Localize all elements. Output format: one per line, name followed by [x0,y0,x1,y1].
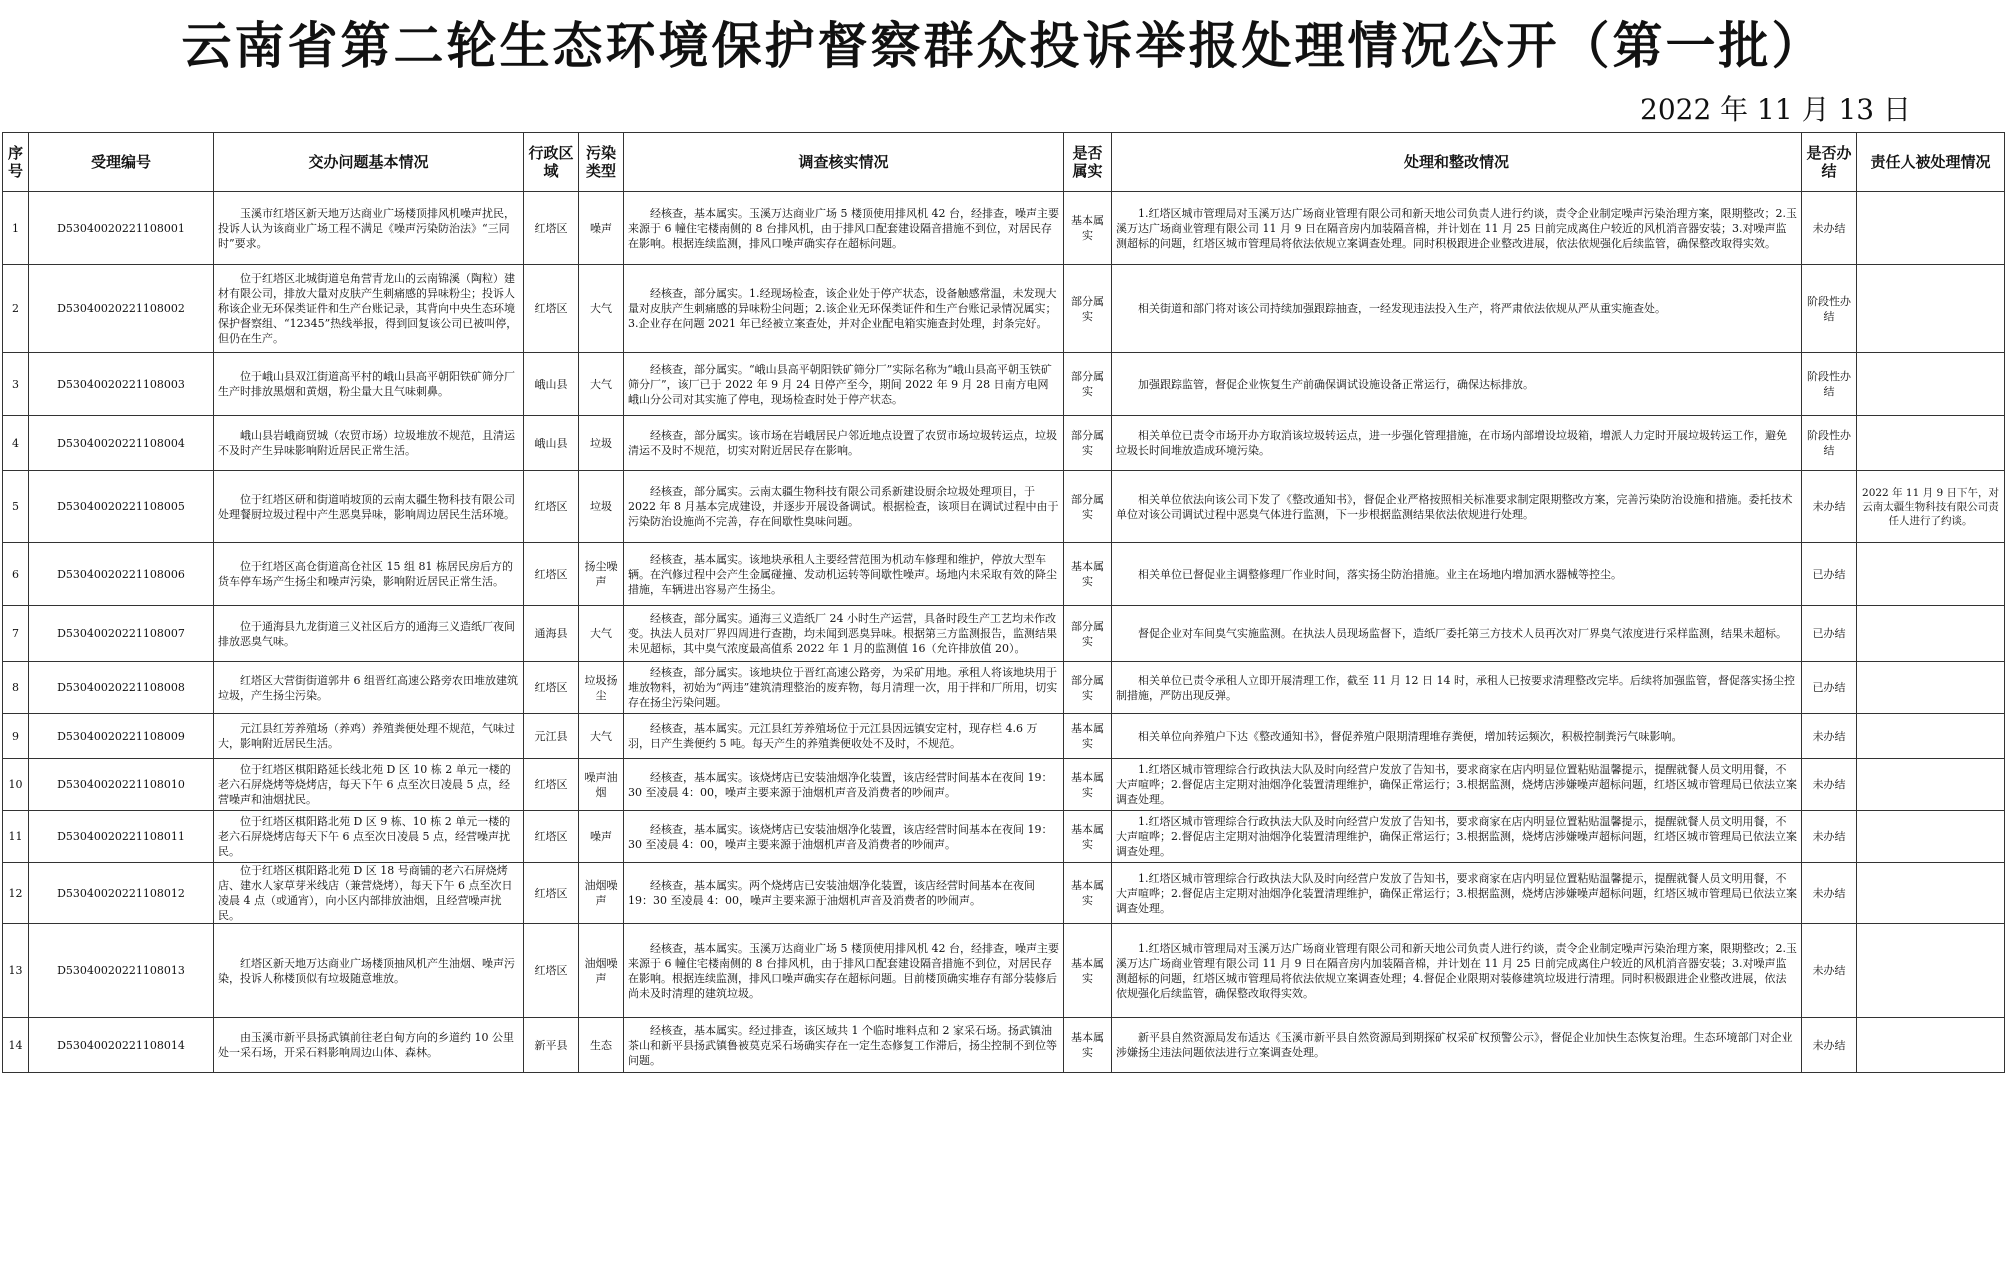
cell-id: D53040020221108001 [29,192,214,265]
table-row [3,416,2005,471]
cell-person [1857,416,2005,471]
cell-issue: 红塔区大营街街道郭井 6 组晋红高速公路旁农田堆放建筑垃圾，产生扬尘污染。 [214,662,524,714]
cell-no: 11 [3,811,29,863]
cell-area: 新平县 [524,1018,579,1073]
cell-investigation: 经核查，基本属实。元江县红芳养殖场位于元江县因远镇安定村，现存栏 4.6 万羽，日产生粪便约 5 吨。每天产生的养殖粪便收处不及时，不规范。 [624,714,1064,759]
cell-done: 未办结 [1802,192,1857,265]
cell-investigation: 经核查，基本属实。经过排查，该区域共 1 个临时堆料点和 2 家采石场。扬武镇油茶山和新平县扬武镇鲁被莫克采石场确实存在一定生态修复工作滞后，扬尘控制不到位等问题。 [624,1018,1064,1073]
table-row [3,662,2005,714]
cell-issue: 位于红塔区研和街道哨坡顶的云南太疆生物科技有限公司处理餐厨垃圾过程中产生恶臭异味，影响周边居民生活环境。 [214,471,524,543]
header-handling: 处理和整改情况 [1112,133,1802,192]
cell-person [1857,863,2005,924]
table-row [3,265,2005,353]
header-investigation: 调查核实情况 [624,133,1064,192]
table-row [3,353,2005,416]
cell-person [1857,606,2005,662]
cell-person [1857,1018,2005,1073]
cell-person [1857,759,2005,811]
table-row [3,192,2005,265]
cell-type: 大气 [579,714,624,759]
cell-type: 垃圾扬尘 [579,662,624,714]
cell-investigation: 经核查，部分属实。“峨山县高平朝阳铁矿筛分厂”实际名称为“峨山县高平朝玉铁矿筛分厂”，该厂已于 2022 年 9 月 24 日停产至今，期间 2022 年 9 月 28 日南方电网峨山分公司对其实施了停电，现场检查时处于停产状态。 [624,353,1064,416]
cell-area: 红塔区 [524,924,579,1018]
cell-verified: 部分属实 [1064,606,1112,662]
cell-handling: 督促企业对车间臭气实施监测。在执法人员现场监督下，造纸厂委托第三方技术人员再次对厂界臭气浓度进行采样监测，结果未超标。 [1112,606,1802,662]
cell-area: 峨山县 [524,416,579,471]
cell-type: 扬尘噪声 [579,543,624,606]
cell-handling: 相关单位已督促业主调整修理厂作业时间，落实扬尘防治措施。业主在场地内增加洒水器械等控尘。 [1112,543,1802,606]
table-row [3,863,2005,924]
cell-done: 未办结 [1802,759,1857,811]
cell-id: D53040020221108004 [29,416,214,471]
cell-no: 4 [3,416,29,471]
cell-no: 6 [3,543,29,606]
cell-issue: 玉溪市红塔区新天地万达商业广场楼顶排风机噪声扰民，投诉人认为该商业广场工程不满足《噪声污染防治法》“三同时”要求。 [214,192,524,265]
cell-area: 红塔区 [524,543,579,606]
cell-investigation: 经核查，部分属实。该地块位于晋红高速公路旁，为采矿用地。承租人将该地块用于堆放物料，初始为“两违”建筑清理整治的废弃物，每月清理一次，用于拌和厂所用，切实存在扬尘污染问题。 [624,662,1064,714]
cell-type: 噪声油烟 [579,759,624,811]
cell-verified: 基本属实 [1064,759,1112,811]
cell-verified: 基本属实 [1064,1018,1112,1073]
cell-type: 大气 [579,353,624,416]
cell-area: 元江县 [524,714,579,759]
header-person: 责任人被处理情况 [1857,133,2005,192]
cell-issue: 元江县红芳养殖场（养鸡）养殖粪便处理不规范，气味过大，影响附近居民生活。 [214,714,524,759]
cell-handling: 相关单位向养殖户下达《整改通知书》，督促养殖户限期清理堆存粪便，增加转运频次，积极控制粪污气味影响。 [1112,714,1802,759]
cell-done: 未办结 [1802,471,1857,543]
cell-investigation: 经核查，基本属实。两个烧烤店已安装油烟净化装置，该店经营时间基本在夜间 19：30 至凌晨 4：00，噪声主要来源于油烟机声音及消费者的吵闹声。 [624,863,1064,924]
cell-issue: 位于通海县九龙街道三义社区后方的通海三义造纸厂夜间排放恶臭气味。 [214,606,524,662]
cell-handling: 相关单位依法向该公司下发了《整改通知书》，督促企业严格按照相关标准要求制定限期整改方案，完善污染防治设施和措施。委托技术单位对该公司调试过程中恶臭气体进行监测，下一步根据监测结果依法依规进行处理。 [1112,471,1802,543]
cell-id: D53040020221108006 [29,543,214,606]
cell-type: 油烟噪声 [579,924,624,1018]
header-area: 行政区域 [524,133,579,192]
cell-person [1857,543,2005,606]
cell-issue: 位于红塔区棋阳路延长线北苑 D 区 10 栋 2 单元一楼的老六石屏烧烤等烧烤店，每天下午 6 点至次日凌晨 5 点，经营噪声和油烟扰民。 [214,759,524,811]
cell-id: D53040020221108011 [29,811,214,863]
cell-investigation: 经核查，部分属实。该市场在岩峨居民户邻近地点设置了农贸市场垃圾转运点，垃圾清运不及时不规范，切实对附近居民存在影响。 [624,416,1064,471]
cell-investigation: 经核查，基本属实。该烧烤店已安装油烟净化装置，该店经营时间基本在夜间 19：30 至凌晨 4：00，噪声主要来源于油烟机声音及消费者的吵闹声。 [624,759,1064,811]
cell-issue: 由玉溪市新平县扬武镇前往老白甸方向的乡道约 10 公里处一采石场，开采石料影响周边山体、森林。 [214,1018,524,1073]
table-row [3,606,2005,662]
cell-handling: 1.红塔区城市管理局对玉溪万达广场商业管理有限公司和新天地公司负责人进行约谈，责令企业制定噪声污染治理方案，限期整改；2.玉溪万达广场商业管理有限公司 11 月 9 日在隔音房内加装隔音棉，并计划在 11 月 25 日前完成离住户较近的风机消音器安装；3.对噪声监测超标的问题，红塔区城市管理局将依法依规立案调查处理；4.督促企业限期对装修建筑垃圾进行清理。同时积极跟进企业整改进展，依法依规强化后续监管，确保整改取得实效。 [1112,924,1802,1018]
cell-done: 阶段性办结 [1802,265,1857,353]
cell-id: D53040020221108013 [29,924,214,1018]
cell-no: 9 [3,714,29,759]
cell-no: 7 [3,606,29,662]
cell-no: 10 [3,759,29,811]
cell-person [1857,924,2005,1018]
cell-done: 未办结 [1802,714,1857,759]
cell-handling: 1.红塔区城市管理综合行政执法大队及时向经营户发放了告知书，要求商家在店内明显位置粘贴温馨提示，提醒就餐人员文明用餐，不大声喧哗；2.督促店主定期对油烟净化装置清理维护，确保正常运行；3.根据监测，烧烤店涉嫌噪声超标问题，红塔区城市管理局已依法立案调查处理。 [1112,759,1802,811]
table-body [3,192,2005,1073]
cell-no: 12 [3,863,29,924]
cell-type: 垃圾 [579,416,624,471]
header-true: 是否属实 [1064,133,1112,192]
cell-verified: 基本属实 [1064,192,1112,265]
cell-done: 阶段性办结 [1802,416,1857,471]
cell-id: D53040020221108003 [29,353,214,416]
cell-no: 13 [3,924,29,1018]
table-row [3,811,2005,863]
cell-issue: 位于红塔区高仓街道高仓社区 15 组 81 栋居民房后方的货车停车场产生扬尘和噪声污染，影响附近居民正常生活。 [214,543,524,606]
cell-id: D53040020221108002 [29,265,214,353]
cell-type: 生态 [579,1018,624,1073]
table-row [3,471,2005,543]
cell-person [1857,353,2005,416]
table-row [3,1018,2005,1073]
cell-area: 红塔区 [524,759,579,811]
cell-type: 油烟噪声 [579,863,624,924]
cell-verified: 基本属实 [1064,811,1112,863]
cell-done: 未办结 [1802,1018,1857,1073]
cell-issue: 位于峨山县双江街道高平村的峨山县高平朝阳铁矿筛分厂生产时排放黑烟和黄烟，粉尘量大且气味刺鼻。 [214,353,524,416]
cell-investigation: 经核查，部分属实。云南太疆生物科技有限公司系新建设厨余垃圾处理项目，于 2022 年 8 月基本完成建设，并逐步开展设备调试。根据检查，该项目在调试过程中由于污染防治设施尚不完善，存在间歇性臭味问题。 [624,471,1064,543]
cell-done: 未办结 [1802,811,1857,863]
cell-handling: 加强跟踪监管，督促企业恢复生产前确保调试设施设备正常运行，确保达标排放。 [1112,353,1802,416]
cell-person [1857,265,2005,353]
header-type: 污染类型 [579,133,624,192]
cell-done: 阶段性办结 [1802,353,1857,416]
cell-no: 2 [3,265,29,353]
cell-type: 噪声 [579,192,624,265]
cell-id: D53040020221108012 [29,863,214,924]
cell-investigation: 经核查，基本属实。玉溪万达商业广场 5 楼顶使用排风机 42 台，经排查，噪声主要来源于 6 幢住宅楼南侧的 8 台排风机，由于排风口配套建设隔音措施不到位，对居民存在影响。根据连续监测，排风口噪声确实存在超标问题。 [624,192,1064,265]
cell-handling: 1.红塔区城市管理综合行政执法大队及时向经营户发放了告知书，要求商家在店内明显位置粘贴温馨提示，提醒就餐人员文明用餐，不大声喧哗；2.督促店主定期对油烟净化装置清理维护，确保正常运行；3.根据监测，烧烤店涉嫌噪声超标问题，红塔区城市管理局已依法立案调查处理。 [1112,811,1802,863]
cell-person [1857,714,2005,759]
header-issue: 交办问题基本情况 [214,133,524,192]
cell-investigation: 经核查，基本属实。该烧烤店已安装油烟净化装置，该店经营时间基本在夜间 19：30 至凌晨 4：00，噪声主要来源于油烟机声音及消费者的吵闹声。 [624,811,1064,863]
cell-no: 5 [3,471,29,543]
cell-id: D53040020221108008 [29,662,214,714]
cell-id: D53040020221108010 [29,759,214,811]
cell-area: 红塔区 [524,192,579,265]
header-done: 是否办结 [1802,133,1857,192]
cell-done: 未办结 [1802,924,1857,1018]
cell-type: 噪声 [579,811,624,863]
cell-type: 大气 [579,606,624,662]
cell-done: 已办结 [1802,662,1857,714]
cell-handling: 1.红塔区城市管理局对玉溪万达广场商业管理有限公司和新天地公司负责人进行约谈，责令企业制定噪声污染治理方案，限期整改；2.玉溪万达广场商业管理有限公司 11 月 9 日在隔音房内加装隔音棉，并计划在 11 月 25 日前完成离住户较近的风机消音器安装；3.对噪声监测超标的问题，红塔区城市管理局将依法依规立案调查处理。同时积极跟进企业整改进展，依法依规强化后续监管，确保整改取得实效。 [1112,192,1802,265]
cell-investigation: 经核查，基本属实。玉溪万达商业广场 5 楼顶使用排风机 42 台，经排查，噪声主要来源于 6 幢住宅楼南侧的 8 台排风机，由于排风口配套建设隔音措施不到位，对居民存在影响。根据连续监测，排风口噪声确实存在超标问题。目前楼顶确实堆存有部分装修后尚未及时清理的建筑垃圾。 [624,924,1064,1018]
cell-id: D53040020221108007 [29,606,214,662]
header-no: 序号 [3,133,29,192]
cell-done: 已办结 [1802,543,1857,606]
table-row [3,924,2005,1018]
cell-area: 红塔区 [524,471,579,543]
table-row [3,759,2005,811]
cell-issue: 红塔区新天地万达商业广场楼顶抽风机产生油烟、噪声污染，投诉人称楼顶似有垃圾随意堆放。 [214,924,524,1018]
page-title: 云南省第二轮生态环境保护督察群众投诉举报处理情况公开（第一批） [181,17,1825,75]
cell-issue: 位于红塔区棋阳路北苑 D 区 18 号商铺的老六石屏烧烤店、建水人家草芽米线店（兼营烧烤），每天下午 6 点至次日凌晨 4 点（或通宵），向小区内部排放油烟，且经营噪声扰民。 [214,863,524,924]
cell-verified: 基本属实 [1064,714,1112,759]
cell-verified: 基本属实 [1064,924,1112,1018]
cell-id: D53040020221108014 [29,1018,214,1073]
cell-verified: 部分属实 [1064,662,1112,714]
cell-type: 大气 [579,265,624,353]
cell-verified: 部分属实 [1064,416,1112,471]
cell-investigation: 经核查，部分属实。1.经现场检查，该企业处于停产状态，设备触感常温，未发现大量对皮肤产生刺痛感的异味粉尘问题；2.该企业无环保类证件和生产台账记录情况属实；3.企业存在问题 2021 年已经被立案查处，并对企业配电箱实施查封处理，封条完好。 [624,265,1064,353]
cell-done: 已办结 [1802,606,1857,662]
cell-id: D53040020221108009 [29,714,214,759]
cell-handling: 相关单位已责令承租人立即开展清理工作，截至 11 月 12 日 14 时，承租人已按要求清理整改完毕。后续将加强监管，督促落实扬尘控制措施，严防出现反弹。 [1112,662,1802,714]
cell-issue: 位于红塔区棋阳路北苑 D 区 9 栋、10 栋 2 单元一楼的老六石屏烧烤店每天下午 6 点至次日凌晨 5 点，经营噪声扰民。 [214,811,524,863]
cell-investigation: 经核查，基本属实。该地块承租人主要经营范围为机动车修理和维护，停放大型车辆。在汽修过程中会产生金属碰撞、发动机运转等间歇性噪声。场地内未采取有效的降尘措施，车辆进出容易产生扬尘。 [624,543,1064,606]
cell-issue: 位于红塔区北城街道皂角营青龙山的云南锦溪（陶粒）建材有限公司，排放大量对皮肤产生刺痛感的异味粉尘；投诉人称该企业无环保类证件和生产台账记录，其背向中央生态环境保护督察组、“12345”热线举报，得到回复该公司已被叫停，但仍在生产。 [214,265,524,353]
cell-investigation: 经核查，部分属实。通海三义造纸厂 24 小时生产运营，具备时段生产工艺均未作改变。执法人员对厂界四周进行查勘，均未闻到恶臭异味。根据第三方监测报告，监测结果未见超标，其中臭气浓度最高值系 2022 年 1 月的监测值 16（允许排放值 20）。 [624,606,1064,662]
cell-handling: 相关单位已责令市场开办方取消该垃圾转运点，进一步强化管理措施，在市场内部增设垃圾箱，增派人力定时开展垃圾转运工作，避免垃圾长时间堆放造成环境污染。 [1112,416,1802,471]
complaints-table [2,132,2005,1073]
cell-no: 1 [3,192,29,265]
cell-person [1857,192,2005,265]
cell-handling: 1.红塔区城市管理综合行政执法大队及时向经营户发放了告知书，要求商家在店内明显位置粘贴温馨提示，提醒就餐人员文明用餐，不大声喧哗；2.督促店主定期对油烟净化装置清理维护，确保正常运行；3.根据监测，烧烤店涉嫌噪声超标问题，红塔区城市管理局已依法立案调查处理。 [1112,863,1802,924]
cell-handling: 相关街道和部门将对该公司持续加强跟踪抽查，一经发现违法投入生产，将严肃依法依规从严从重实施查处。 [1112,265,1802,353]
cell-no: 8 [3,662,29,714]
cell-verified: 部分属实 [1064,471,1112,543]
cell-verified: 基本属实 [1064,863,1112,924]
cell-handling: 新平县自然资源局发布适达《玉溪市新平县自然资源局到期探矿权采矿权预警公示》，督促企业加快生态恢复治理。生态环境部门对企业涉嫌扬尘违法问题依法进行立案调查处理。 [1112,1018,1802,1073]
cell-area: 红塔区 [524,811,579,863]
cell-area: 红塔区 [524,265,579,353]
cell-verified: 基本属实 [1064,543,1112,606]
cell-person [1857,662,2005,714]
cell-area: 峨山县 [524,353,579,416]
cell-area: 红塔区 [524,662,579,714]
cell-person [1857,811,2005,863]
table-row [3,714,2005,759]
cell-verified: 部分属实 [1064,265,1112,353]
cell-done: 未办结 [1802,863,1857,924]
publish-date: 2022 年 11 月 13 日 [1640,93,1912,126]
table-header [3,133,2005,192]
cell-type: 垃圾 [579,471,624,543]
cell-person: 2022 年 11 月 9 日下午，对云南太疆生物科技有限公司责任人进行了约谈。 [1857,471,2005,543]
cell-issue: 峨山县岩峨商贸城（农贸市场）垃圾堆放不规范，且清运不及时产生异味影响附近居民正常生活。 [214,416,524,471]
cell-no: 14 [3,1018,29,1073]
table-row [3,543,2005,606]
cell-id: D53040020221108005 [29,471,214,543]
cell-area: 通海县 [524,606,579,662]
cell-area: 红塔区 [524,863,579,924]
cell-verified: 部分属实 [1064,353,1112,416]
cell-no: 3 [3,353,29,416]
header-id: 受理编号 [29,133,214,192]
